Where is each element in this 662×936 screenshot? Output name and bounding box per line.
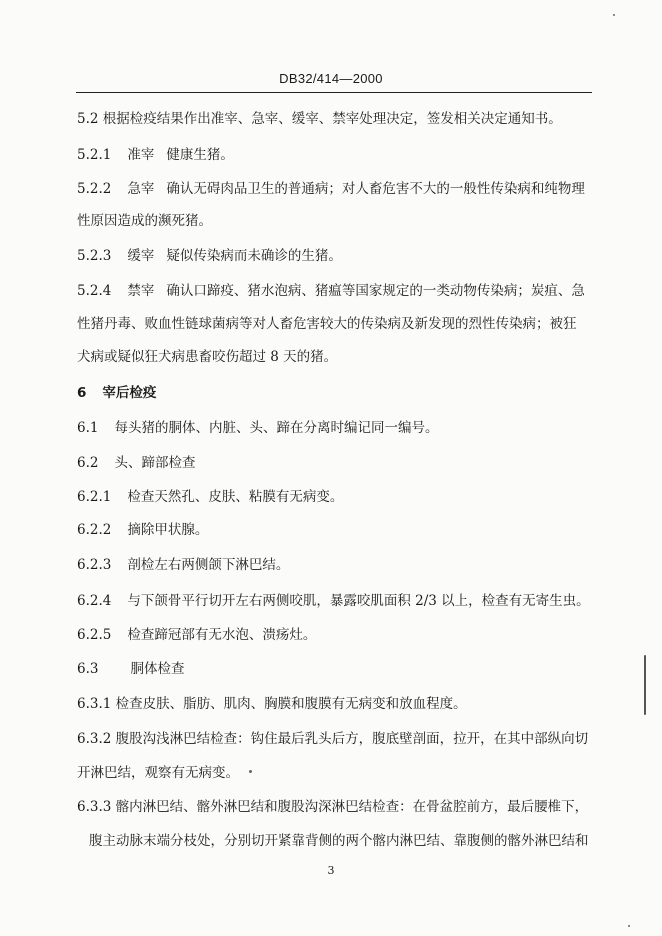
clause-5-2: 5.2 根据检疫结果作出准宰、急宰、缓宰、禁宰处理决定，签发相关决定通知书。	[77, 111, 562, 127]
scan-speck	[628, 925, 630, 927]
clause-6-2	[77, 454, 195, 472]
clause-6-3	[77, 660, 184, 678]
header-rule	[76, 92, 592, 93]
clause-text: 摘除甲状腺。	[127, 522, 209, 538]
clause-number: 6.2.5	[77, 627, 112, 643]
clause-number: 6.2.4	[77, 593, 112, 609]
clause-6-2-5	[77, 626, 316, 644]
scan-speck	[249, 770, 252, 773]
clause-6-2-1	[77, 488, 343, 506]
section-6-heading	[77, 384, 156, 402]
clause-6-1	[77, 419, 438, 437]
clause-text: 健康生猪。	[166, 147, 234, 163]
clause-text: 检查蹄冠部有无水泡、溃疡灶。	[127, 627, 317, 643]
clause-number: 5.2.1	[77, 147, 112, 163]
clause-text: 与下颌骨平行切开左右两侧咬肌，暴露咬肌面积 2/3 以上，检查有无寄生虫。	[127, 593, 590, 609]
clause-text: 疑似传染病而未确诊的生猪。	[166, 248, 342, 264]
clause-text: 每头猪的胴体、内脏、头、蹄在分离时编记同一编号。	[114, 420, 439, 436]
clause-6-2-4	[77, 592, 590, 610]
clause-number: 5.2.4	[77, 283, 112, 299]
clause-term: 禁宰	[127, 283, 155, 299]
clause-number: 6.2.2	[77, 522, 112, 538]
clause-text: 剖检左右两侧颌下淋巴结。	[127, 557, 290, 573]
clause-number: 6.2.1	[77, 489, 112, 505]
clause-term: 急宰	[127, 181, 155, 197]
clause-number: 5.2.3	[77, 248, 112, 264]
clause-6-3-2: 6.3.2 腹股沟浅淋巴结检查：钩住最后乳头后方，腹底壁剖面，拉开，在其中部纵向切	[77, 731, 589, 747]
clause-5-2-2-cont: 性原因造成的濒死猪。	[77, 213, 212, 229]
section-number: 6	[77, 385, 87, 401]
clause-text: 检查天然孔、皮肤、粘膜有无病变。	[127, 489, 344, 505]
clause-5-2-2	[77, 180, 585, 198]
clause-term: 缓宰	[127, 248, 155, 264]
clause-5-2-4	[77, 282, 585, 300]
section-title: 宰后检疫	[102, 385, 157, 401]
page-number: 3	[327, 864, 335, 877]
clause-6-3-1: 6.3.1 检查皮肤、脂肪、肌肉、胸膜和腹膜有无病变和放血程度。	[77, 696, 467, 712]
clause-number: 6.1	[77, 420, 99, 436]
clause-5-2-1	[77, 146, 234, 164]
clause-6-2-3	[77, 556, 289, 574]
clause-6-3-3-cont: 腹主动脉末端分枝处，分别切开紧靠背侧的两个髂内淋巴结、靠腹侧的髂外淋巴结和	[89, 833, 589, 849]
clause-term: 准宰	[127, 147, 155, 163]
clause-number: 6.2.3	[77, 557, 112, 573]
clause-5-2-3	[77, 247, 342, 265]
clause-6-3-2-cont: 开淋巴结，观察有无病变。	[77, 765, 239, 781]
binding-mark	[644, 655, 646, 715]
clause-text: 胴体检查	[130, 661, 185, 677]
clause-5-2-4-cont: 性猪丹毒、败血性链球菌病等对人畜危害较大的传染病及新发现的烈性传染病；被狂	[77, 316, 577, 332]
standard-code: DB32/414—2000	[279, 71, 383, 86]
clause-text: 确认口蹄疫、猪水泡病、猪瘟等国家规定的一类动物传染病；炭疽、急	[166, 283, 585, 299]
clause-text: 确认无碍肉品卫生的普通病；对人畜危害不大的一般性传染病和纯物理	[166, 181, 585, 197]
scan-speck	[613, 14, 615, 16]
clause-text: 头、蹄部检查	[114, 455, 196, 471]
clause-number: 5.2.2	[77, 181, 112, 197]
clause-number: 6.3	[77, 661, 99, 677]
clause-6-3-3: 6.3.3 髂内淋巴结、髂外淋巴结和腹股沟深淋巴结检查：在骨盆腔前方，最后腰椎下，	[77, 799, 589, 815]
clause-5-2-4-cont2: 犬病或疑似狂犬病患畜咬伤超过 8 天的猪。	[77, 349, 338, 365]
clause-number: 6.2	[77, 455, 99, 471]
clause-6-2-2	[77, 521, 208, 539]
